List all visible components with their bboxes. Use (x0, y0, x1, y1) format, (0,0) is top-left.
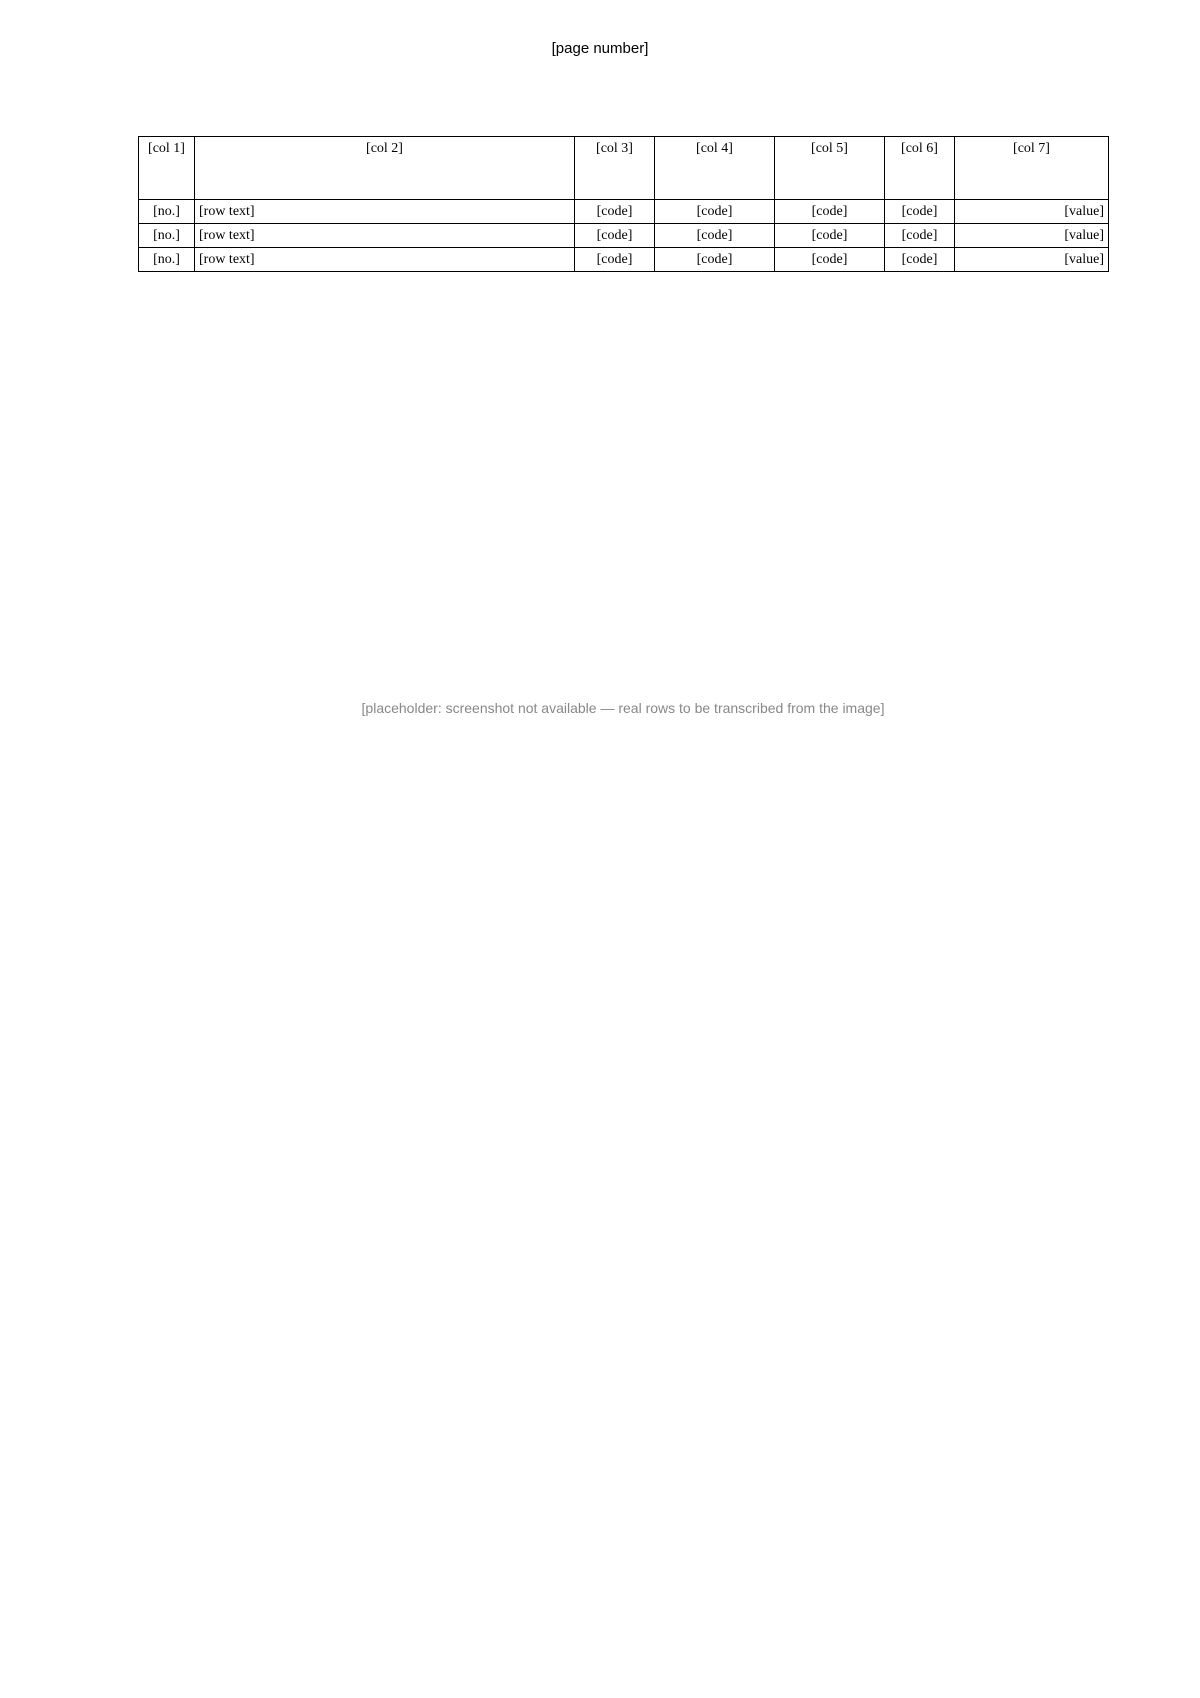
target-item-cell: [code] (775, 248, 885, 272)
row-number-cell: [no.] (139, 248, 195, 272)
target-item-cell: [code] (775, 224, 885, 248)
executed-amount-cell: [value] (955, 200, 1109, 224)
department-cell: [code] (575, 248, 655, 272)
target-item-cell: [code] (775, 200, 885, 224)
table-row (139, 248, 1109, 272)
table-row (139, 224, 1109, 248)
indicator-name-cell: [row text] (195, 200, 575, 224)
section-cell: [code] (655, 248, 775, 272)
column-header: [col 3] (575, 137, 655, 200)
section-cell: [code] (655, 200, 775, 224)
table-header-row (139, 137, 1109, 200)
department-cell: [code] (575, 200, 655, 224)
placeholder-note: [placeholder: screenshot not available — real rows to be transcribed from the image] (361, 700, 885, 716)
executed-amount-cell: [value] (955, 224, 1109, 248)
executed-amount-cell: [value] (955, 248, 1109, 272)
column-header: [col 5] (775, 137, 885, 200)
department-cell: [code] (575, 224, 655, 248)
expense-kind-cell: [code] (885, 248, 955, 272)
indicator-name-cell: [row text] (195, 224, 575, 248)
expense-kind-cell: [code] (885, 224, 955, 248)
column-header: [col 4] (655, 137, 775, 200)
indicator-name-cell: [row text] (195, 248, 575, 272)
expense-kind-cell: [code] (885, 200, 955, 224)
row-number-cell: [no.] (139, 224, 195, 248)
column-header: [col 7] (955, 137, 1109, 200)
column-header: [col 6] (885, 137, 955, 200)
page-number: [page number] (551, 40, 649, 57)
table-row (139, 200, 1109, 224)
row-number-cell: [no.] (139, 200, 195, 224)
column-header: [col 1] (139, 137, 195, 200)
section-cell: [code] (655, 224, 775, 248)
table-body (139, 200, 1109, 272)
report-table (138, 136, 1109, 272)
column-header: [col 2] (195, 137, 575, 200)
